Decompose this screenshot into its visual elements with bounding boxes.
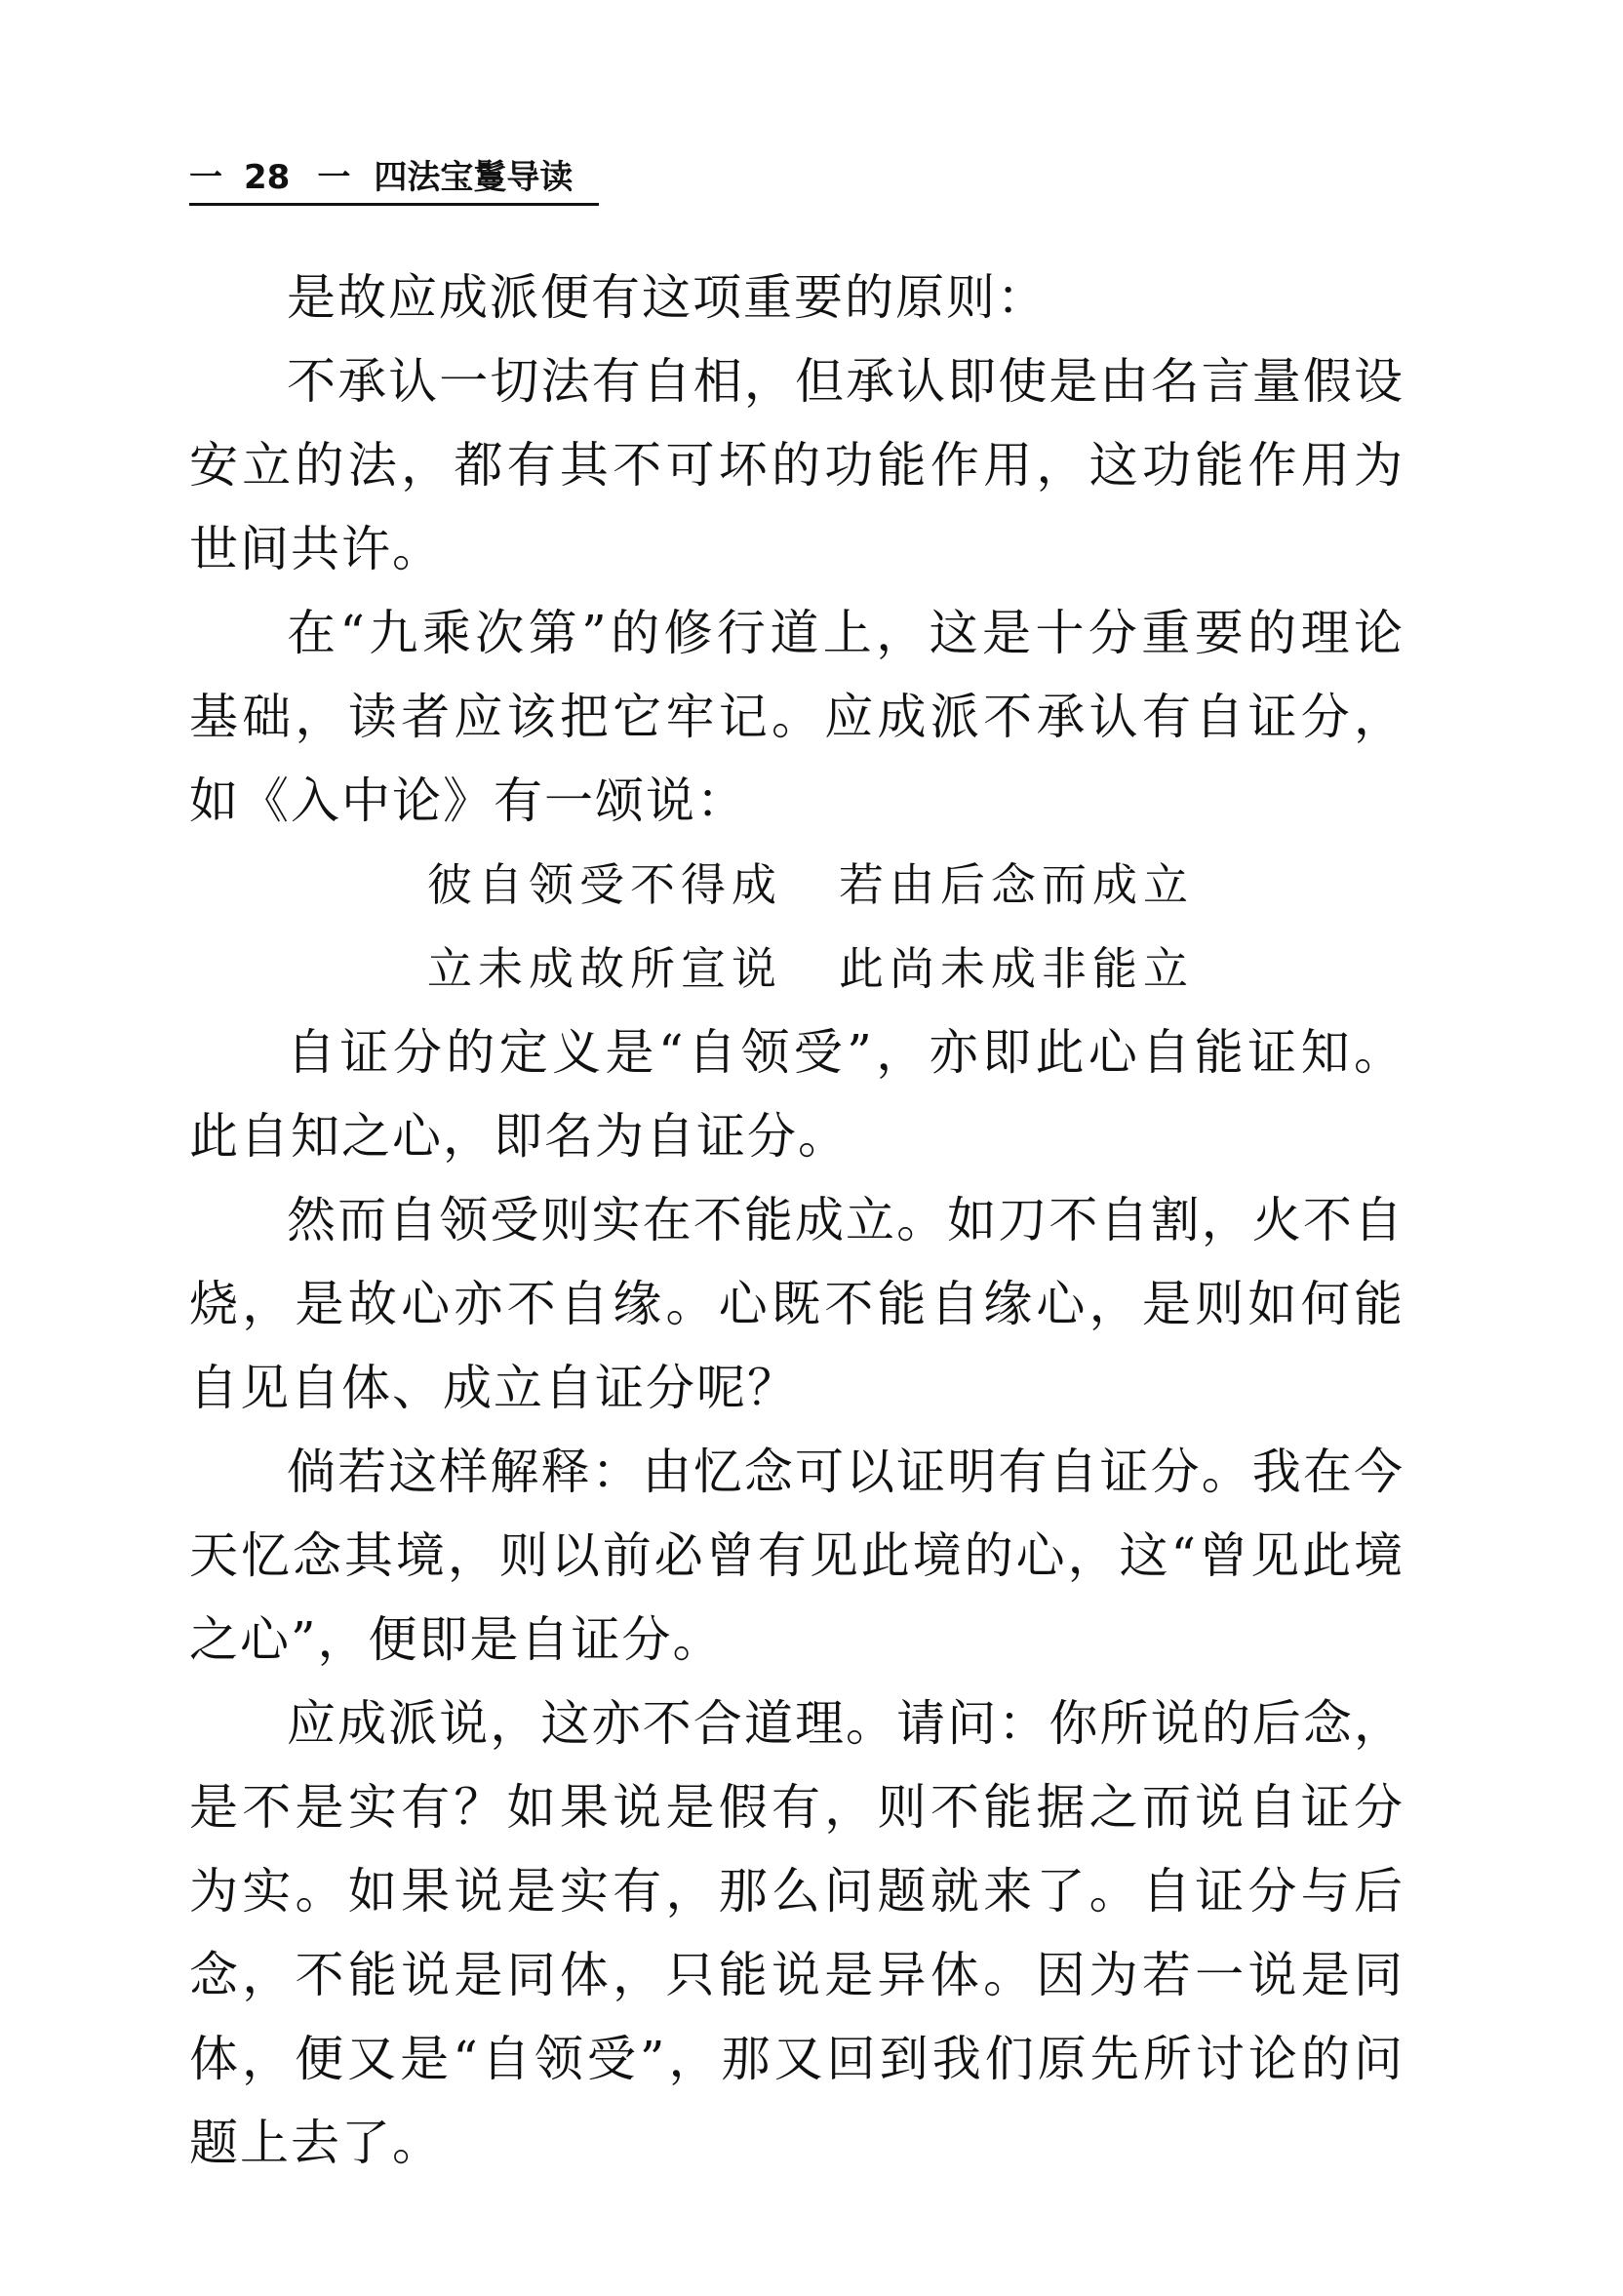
verse-line-1	[189, 843, 1405, 927]
body-text	[189, 256, 1405, 2185]
verse-line-1-right: 若由后念而成立	[839, 858, 1194, 911]
paragraph-1: 是故应成派便有这项重要的原则：	[287, 269, 1048, 326]
book-title: 四法宝鬘导读	[374, 158, 574, 197]
verse-line-1-left: 彼自领受不得成	[427, 858, 782, 911]
header-dash-right: 一	[317, 158, 351, 197]
paragraph-7: 应成派说，这亦不合道理。请问：你所说的后念，是不是实有？如果说是假有，则不能据之而说自证分为实。如果说是实有，那么问题就来了。自证分与后念，不能说是同体，只能说是异体。因为若一说是同体，便又是“自领受”，那又回到我们原先所讨论的问题上去了。	[189, 1695, 1405, 2171]
paragraph-6: 倘若这样解释：由忆念可以证明有自证分。我在今天忆念其境，则以前必曾有见此境的心，这“曾见此境之心”，便即是自证分。	[189, 1444, 1405, 1668]
paragraph-3: 在“九乘次第”的修行道上，这是十分重要的理论基础，读者应该把它牢记。应成派不承认有自证分，如《入中论》有一颂说：	[189, 605, 1405, 829]
header-dash-left: 一	[189, 158, 222, 197]
paragraph-5: 然而自领受则实在不能成立。如刀不自割，火不自烧，是故心亦不自缘。心既不能自缘心，是则如何能自见自体、成立自证分呢？	[189, 1192, 1405, 1416]
verse-line-2-left: 立未成故所宣说	[427, 942, 782, 995]
running-header	[189, 156, 599, 206]
verse-line-2	[189, 927, 1405, 1010]
paragraph-2: 不承认一切法有自相，但承认即使是由名言量假设安立的法，都有其不可坏的功能作用，这功能作用为世间共许。	[189, 353, 1405, 577]
paragraph-4: 自证分的定义是“自领受”，亦即此心自能证知。此自知之心，即名为自证分。	[189, 1024, 1405, 1165]
verse-line-2-right: 此尚未成非能立	[839, 942, 1194, 995]
page-number: 28	[244, 158, 291, 197]
